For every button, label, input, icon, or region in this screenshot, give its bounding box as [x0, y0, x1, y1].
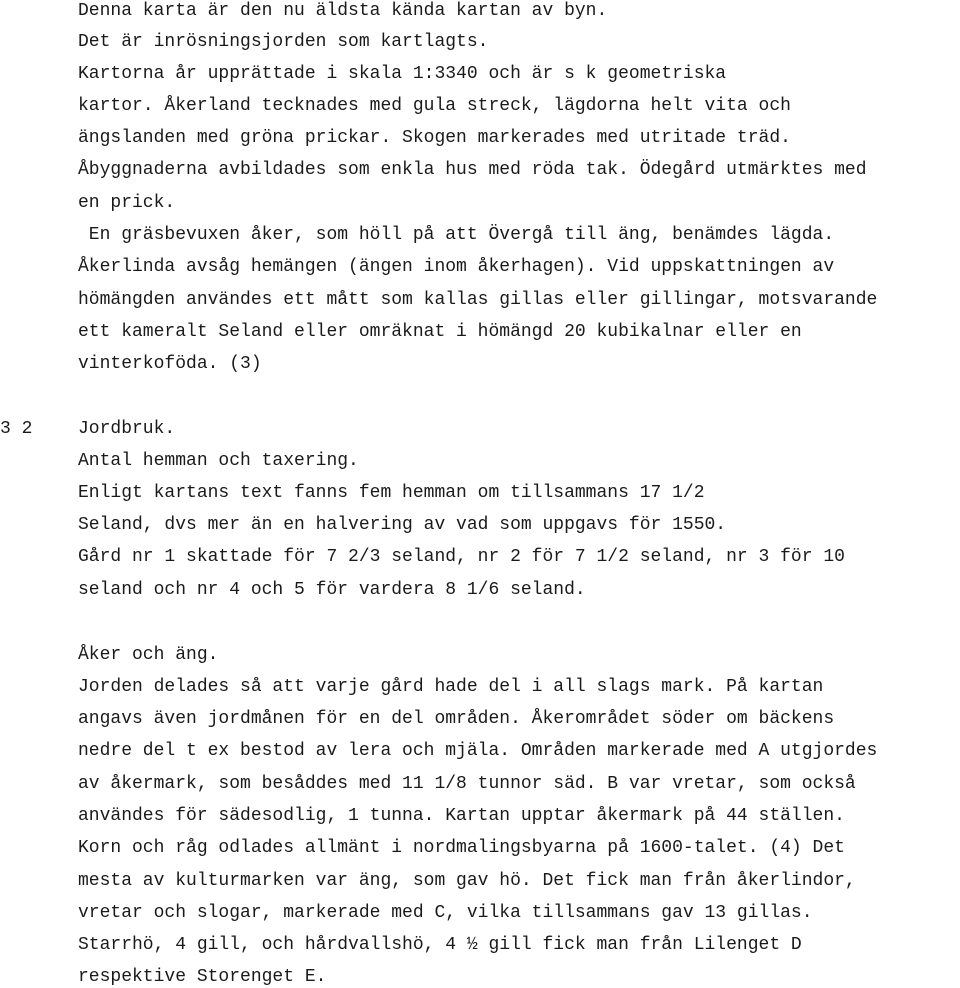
text-line: ett kameralt Seland eller omräknat i hömängd 20 kubikalnar eller en	[78, 322, 802, 342]
text-line: Det är inrösningsjorden som kartlagts.	[78, 32, 489, 52]
text-line: hömängden användes ett mått som kallas gillas eller gillingar, motsvarande	[78, 290, 878, 310]
text-line: Starrhö, 4 gill, och hårdvallshö, 4 ½ gill fick man från Lilenget D	[78, 935, 802, 955]
text-line: Denna karta är den nu äldsta kända kartan av byn.	[78, 1, 608, 21]
text-line: Åbyggnaderna avbildades som enkla hus med röda tak. Ödegård utmärktes med	[78, 160, 867, 180]
text-line: användes för sädesodlig, 1 tunna. Kartan upptar åkermark på 44 ställen.	[78, 806, 845, 826]
section-heading: Jordbruk.	[78, 419, 176, 439]
text-line: Seland, dvs mer än en halvering av vad som uppgavs för 1550.	[78, 515, 727, 535]
text-line: respektive Storenget E.	[78, 967, 327, 987]
text-line: Åkerlinda avsåg hemängen (ängen inom åkerhagen). Vid uppskattningen av	[78, 257, 835, 277]
text-line: Jorden delades så att varje gård hade del i all slags mark. På kartan	[78, 677, 824, 697]
subsection-heading: Antal hemman och taxering.	[78, 451, 359, 471]
section-number: 3 2	[0, 419, 33, 439]
subsection-heading: Åker och äng.	[78, 645, 219, 665]
text-line: vinterkoföda. (3)	[78, 354, 262, 374]
text-line: Enligt kartans text fanns fem hemman om tillsammans 17 1/2	[78, 483, 705, 503]
text-line: seland och nr 4 och 5 för vardera 8 1/6 seland.	[78, 580, 586, 600]
text-line: kartor. Åkerland tecknades med gula streck, lägdorna helt vita och	[78, 96, 791, 116]
text-line: Korn och råg odlades allmänt i nordmalingsbyarna på 1600-talet. (4) Det	[78, 838, 845, 858]
text-line: av åkermark, som besåddes med 11 1/8 tunnor säd. B var vretar, som också	[78, 774, 856, 794]
text-line: vretar och slogar, markerade med C, vilka tillsammans gav 13 gillas.	[78, 903, 813, 923]
text-line: nedre del t ex bestod av lera och mjäla. Områden markerade med A utgjordes	[78, 741, 878, 761]
text-line: angavs även jordmånen för en del områden. Åkerområdet söder om bäckens	[78, 709, 835, 729]
text-line: mesta av kulturmarken var äng, som gav hö. Det fick man från åkerlindor,	[78, 871, 856, 891]
text-line: Gård nr 1 skattade för 7 2/3 seland, nr 2 för 7 1/2 seland, nr 3 för 10	[78, 547, 845, 567]
text-line: en prick.	[78, 193, 176, 213]
text-line: Kartorna år upprättade i skala 1:3340 och är s k geometriska	[78, 64, 727, 84]
text-line: En gräsbevuxen åker, som höll på att Övergå till äng, benämdes lägda.	[78, 225, 835, 245]
text-line: ängslanden med gröna prickar. Skogen markerades med utritade träd.	[78, 128, 791, 148]
